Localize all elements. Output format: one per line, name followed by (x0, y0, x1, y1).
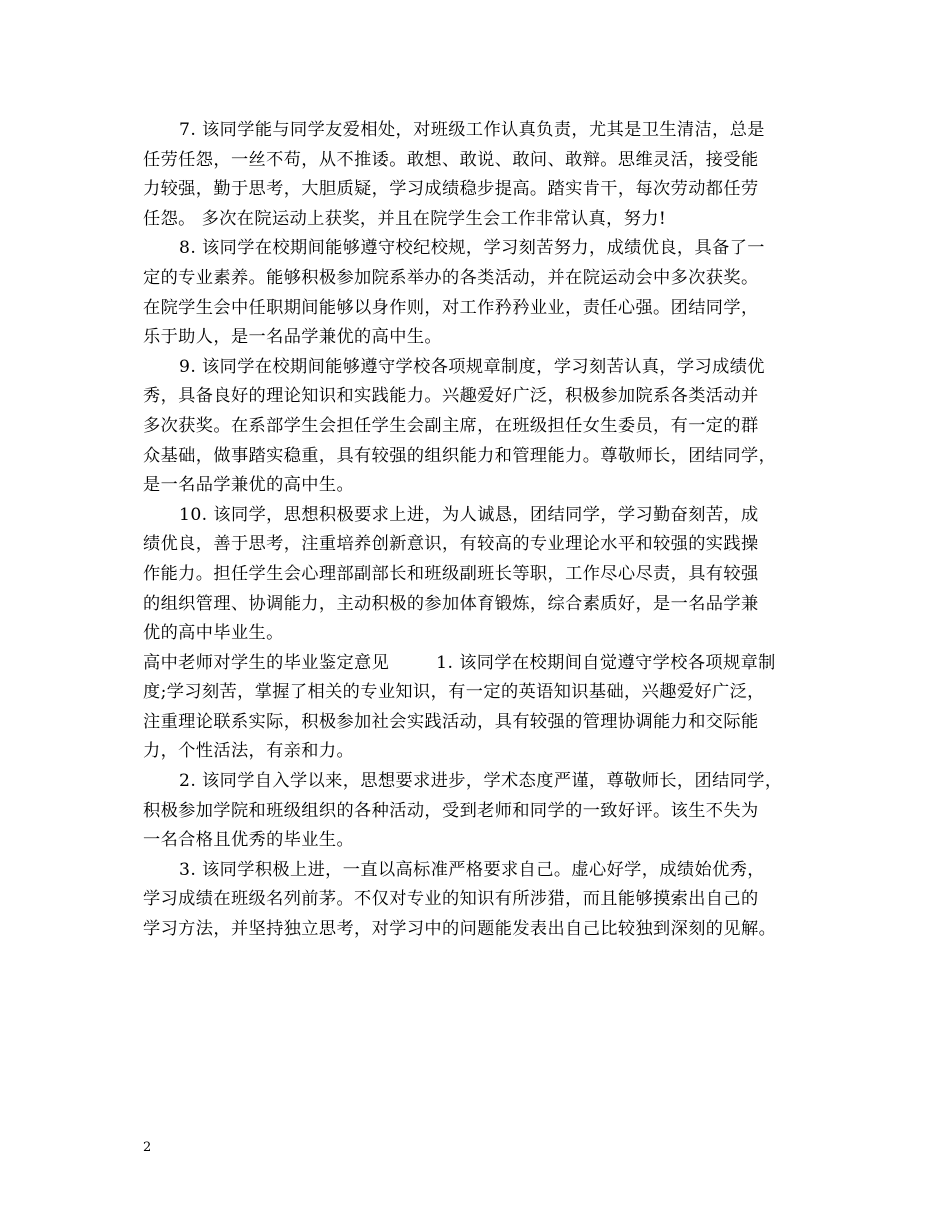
text-line: 任怨。 多次在院运动上获奖，并且在院学生会工作非常认真，努力! (143, 208, 667, 229)
text-line: 众基础，做事踏实稳重，具有较强的组织能力和管理能力。尊敬师长，团结同学， (143, 445, 777, 466)
text-line: 学习方法，并坚持独立思考，对学习中的问题能发表出自己比较独到深刻的见解。 (143, 919, 777, 940)
text-line: 3. 该同学积极上进，一直以高标准严格要求自己。虚心好学，成绩始优秀， (179, 859, 765, 880)
text-line: 度;学习刻苦，掌握了相关的专业知识，有一定的英语知识基础，兴趣爱好广泛， (143, 682, 765, 703)
text-line: 积极参加学院和班级组织的各种活动，受到老师和同学的一致好评。该生不失为 (143, 800, 759, 821)
text-line: 作能力。担任学生会心理部副部长和班级副班长等职，工作尽心尽责，具有较强 (143, 563, 759, 584)
text-line: 2. 该同学自入学以来，思想要求进步，学术态度严谨，尊敬师长，团结同学， (179, 771, 783, 792)
text-line: 秀，具备良好的理论知识和实践能力。兴趣爱好广泛，积极参加院系各类活动并 (143, 386, 759, 407)
text-line: 多次获奖。在系部学生会担任学生会副主席，在班级担任女生委员，有一定的群 (143, 415, 759, 436)
page-number: 2 (143, 1140, 152, 1155)
text-line: 7. 该同学能与同学友爱相处，对班级工作认真负责，尤其是卫生清洁，总是 (179, 120, 765, 140)
text-line: 10. 该同学，思想积极要求上进，为人诚恳，团结同学，学习勤奋刻苦，成 (179, 504, 759, 525)
text-line: 优的高中毕业生。 (143, 623, 284, 644)
text-line: 绩优良，善于思考，注重培养创新意识，有较高的专业理论水平和较强的实践操 (143, 534, 759, 555)
document-body (143, 116, 817, 945)
text-line: 乐于助人，是一名品学兼优的高中生。 (143, 327, 442, 348)
text-line: 任劳任怨，一丝不苟，从不推诿。敢想、敢说、敢问、敢辩。思维灵活，接受能 (143, 149, 759, 170)
text-line: 在院学生会中任职期间能够以身作则，对工作矜矜业业，责任心强。团结同学， (143, 297, 759, 318)
text-line: 力，个性活法，有亲和力。 (143, 741, 355, 762)
text-line: 高中老师对学生的毕业鉴定意见 1. 该同学在校期间自觉遵守学校各项规章制 (143, 652, 776, 673)
text-line: 9. 该同学在校期间能够遵守学校各项规章制度，学习刻苦认真，学习成绩优 (179, 356, 765, 377)
text-line: 一名合格且优秀的毕业生。 (143, 830, 355, 851)
text-line: 力较强，勤于思考，大胆质疑，学习成绩稳步提高。踏实肯干，每次劳动都任劳 (143, 179, 759, 200)
text-line: 的组织管理、协调能力，主动积极的参加体育锻炼，综合素质好，是一名品学兼 (143, 593, 759, 614)
text-line: 学习成绩在班级名列前茅。不仅对专业的知识有所涉猎，而且能够摸索出自己的 (143, 889, 759, 910)
text-line: 是一名品学兼优的高中生。 (143, 475, 355, 496)
text-line: 8. 该同学在校期间能够遵守校纪校规，学习刻苦努力，成绩优良，具备了一 (179, 238, 765, 259)
text-line: 注重理论联系实际，积极参加社会实践活动，具有较强的管理协调能力和交际能 (143, 711, 759, 732)
text-line: 定的专业素养。能够积极参加院系举办的各类活动，并在院运动会中多次获奖。 (143, 267, 759, 288)
